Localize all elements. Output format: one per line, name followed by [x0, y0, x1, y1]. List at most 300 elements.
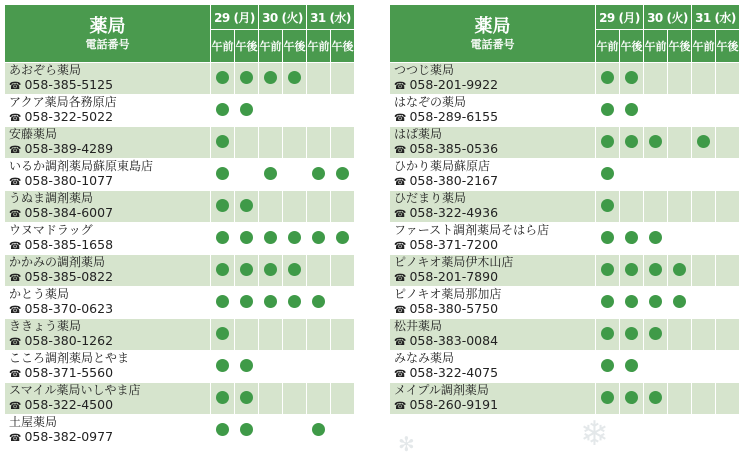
open-dot-icon [240, 199, 253, 212]
open-dot-icon [649, 391, 662, 404]
open-dot-icon [601, 103, 614, 116]
phone-icon: ☎ [394, 113, 407, 124]
schedule-slot [211, 319, 235, 351]
phone-number: 058-289-6155 [409, 109, 499, 124]
pharmacy-phone [9, 109, 210, 126]
schedule-slot [283, 63, 307, 95]
schedule-slot [644, 351, 668, 383]
schedule-slot [620, 63, 644, 95]
schedule-slot [259, 319, 283, 351]
phone-icon: ☎ [9, 273, 22, 284]
open-dot-icon [288, 295, 301, 308]
schedule-slot [596, 191, 620, 223]
pharmacy-name: ピノキオ薬局那加店 [394, 287, 502, 301]
pharmacy-cell [5, 63, 211, 95]
schedule-slot [331, 191, 355, 223]
pharmacy-cell [390, 159, 596, 191]
phone-icon: ☎ [9, 433, 22, 444]
pharmacy-name: ひだまり薬局 [394, 191, 467, 205]
snowflake-icon: ❄ [580, 414, 609, 454]
open-dot-icon [625, 359, 638, 372]
schedule-slot [596, 223, 620, 255]
header-pharmacy [390, 5, 596, 63]
pharmacy-phone [394, 237, 595, 254]
schedule-slot [331, 127, 355, 159]
open-dot-icon [649, 327, 662, 340]
schedule-slot [235, 383, 259, 415]
table-row [5, 223, 355, 255]
phone-number: 058-370-0623 [24, 301, 114, 316]
pharmacy-phone [394, 77, 595, 94]
schedule-slot [596, 383, 620, 415]
phone-number: 058-382-0977 [24, 429, 114, 444]
schedule-slot [668, 223, 692, 255]
open-dot-icon [216, 231, 229, 244]
schedule-slot [307, 255, 331, 287]
schedule-slot [692, 351, 716, 383]
date-header-29: 29 (月) [596, 5, 644, 30]
schedule-slot [644, 223, 668, 255]
open-dot-icon [673, 263, 686, 276]
schedule-slot [692, 127, 716, 159]
table-row [5, 191, 355, 223]
schedule-slot [331, 319, 355, 351]
table-row [5, 63, 355, 95]
schedule-slot [668, 127, 692, 159]
pharmacy-table-right [389, 4, 740, 415]
table-row [5, 127, 355, 159]
phone-number: 058-380-1262 [24, 333, 114, 348]
schedule-slot [644, 127, 668, 159]
schedule-slot [668, 255, 692, 287]
schedule-slot [283, 127, 307, 159]
schedule-slot [211, 223, 235, 255]
phone-icon: ☎ [394, 273, 407, 284]
schedule-slot [716, 95, 740, 127]
pharmacy-phone [394, 109, 595, 126]
schedule-slot [211, 159, 235, 191]
schedule-slot [596, 63, 620, 95]
header-subtitle: 電話番号 [85, 37, 130, 51]
schedule-slot [716, 159, 740, 191]
table-row [5, 287, 355, 319]
schedule-slot [235, 95, 259, 127]
table-row [5, 383, 355, 415]
pm-header: 午後 [331, 30, 355, 63]
open-dot-icon [625, 327, 638, 340]
schedule-slot [283, 319, 307, 351]
schedule-slot [307, 287, 331, 319]
pharmacy-cell [390, 255, 596, 287]
table-row [5, 95, 355, 127]
schedule-slot [716, 223, 740, 255]
open-dot-icon [240, 103, 253, 116]
pharmacy-cell [5, 95, 211, 127]
schedule-slot [211, 287, 235, 319]
schedule-slot [620, 127, 644, 159]
pharmacy-phone [394, 333, 595, 350]
am-header: 午前 [307, 30, 331, 63]
am-header: 午前 [692, 30, 716, 63]
schedule-slot [692, 383, 716, 415]
pharmacy-phone [9, 397, 210, 414]
schedule-slot [235, 191, 259, 223]
schedule-slot [307, 191, 331, 223]
pharmacy-name: ひかり薬局蘇原店 [394, 159, 491, 173]
phone-number: 058-385-1658 [24, 237, 114, 252]
schedule-slot [259, 159, 283, 191]
open-dot-icon [601, 199, 614, 212]
schedule-slot [283, 223, 307, 255]
open-dot-icon [601, 71, 614, 84]
schedule-slot [644, 63, 668, 95]
phone-icon: ☎ [394, 209, 407, 220]
pharmacy-cell [5, 191, 211, 223]
table-row [5, 351, 355, 383]
schedule-slot [307, 415, 331, 447]
pm-header: 午後 [283, 30, 307, 63]
open-dot-icon [625, 71, 638, 84]
schedule-slot [668, 287, 692, 319]
pharmacy-phone [9, 269, 210, 286]
phone-number: 058-385-0822 [24, 269, 114, 284]
table-row [390, 95, 740, 127]
header-subtitle: 電話番号 [470, 37, 515, 51]
open-dot-icon [601, 327, 614, 340]
pharmacy-cell [5, 127, 211, 159]
phone-icon: ☎ [394, 401, 407, 412]
open-dot-icon [625, 231, 638, 244]
schedule-slot [620, 351, 644, 383]
open-dot-icon [240, 391, 253, 404]
schedule-slot [644, 255, 668, 287]
schedule-slot [596, 319, 620, 351]
pharmacy-cell [5, 223, 211, 255]
open-dot-icon [216, 327, 229, 340]
schedule-slot [692, 223, 716, 255]
pharmacy-phone [394, 397, 595, 414]
phone-number: 058-385-5125 [24, 77, 114, 92]
schedule-slot [716, 287, 740, 319]
open-dot-icon [601, 231, 614, 244]
pharmacy-name: いるか調剤薬局蘇原東島店 [9, 159, 154, 173]
phone-number: 058-260-9191 [409, 397, 499, 412]
schedule-slot [211, 415, 235, 447]
pharmacy-phone [9, 77, 210, 94]
table-row [390, 127, 740, 159]
schedule-slot [620, 287, 644, 319]
schedule-slot [259, 127, 283, 159]
schedule-slot [620, 383, 644, 415]
schedule-slot [211, 127, 235, 159]
pharmacy-name: ウヌマドラッグ [9, 223, 93, 237]
phone-number: 058-371-7200 [409, 237, 499, 252]
table-row [5, 415, 355, 447]
pharmacy-name: かかみの調剤薬局 [9, 255, 106, 269]
open-dot-icon [601, 391, 614, 404]
pharmacy-cell [390, 223, 596, 255]
open-dot-icon [312, 423, 325, 436]
schedule-slot [307, 383, 331, 415]
pharmacy-phone [394, 141, 595, 158]
schedule-slot [644, 287, 668, 319]
open-dot-icon [216, 135, 229, 148]
header-title: 薬局 [89, 15, 126, 37]
open-dot-icon [264, 263, 277, 276]
phone-number: 058-384-6007 [24, 205, 114, 220]
open-dot-icon [625, 135, 638, 148]
phone-number: 058-322-4936 [409, 205, 499, 220]
open-dot-icon [336, 231, 349, 244]
pm-header: 午後 [716, 30, 740, 63]
pharmacy-cell [5, 287, 211, 319]
schedule-slot [331, 95, 355, 127]
schedule-slot [283, 95, 307, 127]
phone-icon: ☎ [9, 401, 22, 412]
schedule-slot [620, 223, 644, 255]
phone-number: 058-322-4075 [409, 365, 499, 380]
phone-icon: ☎ [394, 369, 407, 380]
phone-number: 058-201-7890 [409, 269, 499, 284]
schedule-slot [716, 319, 740, 351]
phone-icon: ☎ [9, 209, 22, 220]
schedule-slot [716, 127, 740, 159]
open-dot-icon [601, 295, 614, 308]
open-dot-icon [216, 103, 229, 116]
schedule-slot [620, 319, 644, 351]
phone-icon: ☎ [9, 145, 22, 156]
phone-icon: ☎ [9, 305, 22, 316]
schedule-slot [620, 191, 644, 223]
open-dot-icon [601, 263, 614, 276]
phone-icon: ☎ [9, 113, 22, 124]
pharmacy-phone [9, 141, 210, 158]
pharmacy-cell [390, 63, 596, 95]
schedule-slot [620, 255, 644, 287]
open-dot-icon [601, 135, 614, 148]
date-header-31: 31 (水) [692, 5, 740, 30]
open-dot-icon [312, 295, 325, 308]
schedule-slot [668, 351, 692, 383]
schedule-slot [235, 351, 259, 383]
open-dot-icon [649, 263, 662, 276]
pharmacy-cell [5, 415, 211, 447]
schedule-slot [716, 63, 740, 95]
open-dot-icon [649, 295, 662, 308]
schedule-slot [331, 159, 355, 191]
schedule-slot [235, 127, 259, 159]
table-row [5, 159, 355, 191]
schedule-slot [644, 95, 668, 127]
schedule-slot [283, 191, 307, 223]
table-row [5, 255, 355, 287]
schedule-slot [307, 95, 331, 127]
schedule-slot [235, 63, 259, 95]
phone-icon: ☎ [394, 305, 407, 316]
open-dot-icon [649, 135, 662, 148]
schedule-slot [211, 95, 235, 127]
open-dot-icon [216, 359, 229, 372]
schedule-slot [716, 191, 740, 223]
pharmacy-name: かとう薬局 [9, 287, 70, 301]
open-dot-icon [216, 71, 229, 84]
open-dot-icon [625, 391, 638, 404]
schedule-slot [283, 415, 307, 447]
pharmacy-name: みなみ薬局 [394, 351, 455, 365]
schedule-slot [644, 383, 668, 415]
phone-number: 058-383-0084 [409, 333, 499, 348]
open-dot-icon [312, 167, 325, 180]
open-dot-icon [264, 167, 277, 180]
pharmacy-name: メイプル調剤薬局 [394, 383, 489, 397]
schedule-slot [692, 255, 716, 287]
date-header-31: 31 (水) [307, 5, 355, 30]
phone-number: 058-201-9922 [409, 77, 499, 92]
open-dot-icon [601, 167, 614, 180]
phone-icon: ☎ [394, 81, 407, 92]
schedule-slot [331, 287, 355, 319]
pharmacy-name: ききょう薬局 [9, 319, 82, 333]
open-dot-icon [216, 167, 229, 180]
schedule-slot [283, 287, 307, 319]
schedule-slot [211, 191, 235, 223]
schedule-slot [620, 159, 644, 191]
schedule-slot [331, 63, 355, 95]
open-dot-icon [240, 263, 253, 276]
open-dot-icon [216, 295, 229, 308]
pharmacy-name: ファースト調剤薬局そはら店 [394, 223, 550, 237]
phone-number: 058-385-0536 [409, 141, 499, 156]
open-dot-icon [288, 71, 301, 84]
table-row [390, 63, 740, 95]
schedule-slot [259, 383, 283, 415]
schedule-slot [259, 95, 283, 127]
pharmacy-name: ピノキオ薬局伊木山店 [394, 255, 514, 269]
pm-header: 午後 [620, 30, 644, 63]
date-header-30: 30 (火) [644, 5, 692, 30]
schedule-slot [283, 351, 307, 383]
schedule-slot [211, 351, 235, 383]
am-header: 午前 [259, 30, 283, 63]
phone-icon: ☎ [394, 337, 407, 348]
schedule-slot [668, 95, 692, 127]
pharmacy-phone [394, 205, 595, 222]
schedule-slot [235, 159, 259, 191]
schedule-slot [307, 127, 331, 159]
phone-number: 058-371-5560 [24, 365, 114, 380]
pharmacy-phone [9, 333, 210, 350]
pharmacy-name: はぱ薬局 [394, 127, 443, 141]
schedule-slot [644, 319, 668, 351]
pharmacy-phone [394, 365, 595, 382]
pharmacy-cell [5, 159, 211, 191]
open-dot-icon [216, 391, 229, 404]
schedule-slot [331, 351, 355, 383]
date-header-30: 30 (火) [259, 5, 307, 30]
table-row [390, 383, 740, 415]
am-header: 午前 [211, 30, 235, 63]
schedule-slot [259, 223, 283, 255]
phone-icon: ☎ [9, 81, 22, 92]
pharmacy-phone [9, 429, 210, 446]
table-row [390, 287, 740, 319]
open-dot-icon [625, 295, 638, 308]
phone-number: 058-380-2167 [409, 173, 499, 188]
table-row [390, 191, 740, 223]
schedule-slot [331, 415, 355, 447]
schedule-slot [235, 319, 259, 351]
pharmacy-cell [390, 95, 596, 127]
schedule-slot [668, 319, 692, 351]
schedule-slot [331, 223, 355, 255]
schedule-slot [668, 159, 692, 191]
pharmacy-phone [9, 205, 210, 222]
schedule-slot [307, 351, 331, 383]
pm-header: 午後 [668, 30, 692, 63]
open-dot-icon [673, 295, 686, 308]
pharmacy-name: スマイル薬局いしやま店 [9, 383, 141, 397]
schedule-slot [692, 319, 716, 351]
pharmacy-name: はなぞの薬局 [394, 95, 467, 109]
pharmacy-phone [9, 173, 210, 190]
open-dot-icon [697, 135, 710, 148]
schedule-slot [596, 351, 620, 383]
schedule-slot [331, 255, 355, 287]
schedule-slot [716, 383, 740, 415]
phone-icon: ☎ [9, 177, 22, 188]
open-dot-icon [625, 103, 638, 116]
phone-number: 058-380-1077 [24, 173, 114, 188]
pharmacy-cell [390, 127, 596, 159]
table-row [390, 159, 740, 191]
pharmacy-name: あおぞら薬局 [9, 63, 82, 77]
table-row [390, 351, 740, 383]
schedule-slot [259, 63, 283, 95]
schedule-slot [259, 255, 283, 287]
pharmacy-cell [5, 383, 211, 415]
pharmacy-cell [390, 287, 596, 319]
open-dot-icon [240, 295, 253, 308]
schedule-slot [596, 255, 620, 287]
schedule-slot [596, 95, 620, 127]
am-header: 午前 [644, 30, 668, 63]
header-title: 薬局 [474, 15, 511, 37]
schedule-slot [692, 159, 716, 191]
schedule-slot [211, 383, 235, 415]
phone-icon: ☎ [9, 241, 22, 252]
schedule-slot [596, 159, 620, 191]
pharmacy-name: 安藤薬局 [9, 127, 58, 141]
phone-icon: ☎ [394, 177, 407, 188]
pharmacy-phone [394, 173, 595, 190]
phone-icon: ☎ [394, 241, 407, 252]
schedule-slot [307, 159, 331, 191]
schedule-slot [668, 63, 692, 95]
schedule-slot [668, 191, 692, 223]
pharmacy-phone [394, 301, 595, 318]
snowflake-icon: ✻ [398, 432, 415, 456]
schedule-slot [235, 415, 259, 447]
schedule-slot [596, 127, 620, 159]
open-dot-icon [216, 423, 229, 436]
schedule-slot [283, 255, 307, 287]
header-pharmacy [5, 5, 211, 63]
schedule-slot [259, 287, 283, 319]
schedule-slot [307, 319, 331, 351]
pharmacy-cell [390, 351, 596, 383]
schedule-slot [644, 191, 668, 223]
schedule-slot [307, 63, 331, 95]
